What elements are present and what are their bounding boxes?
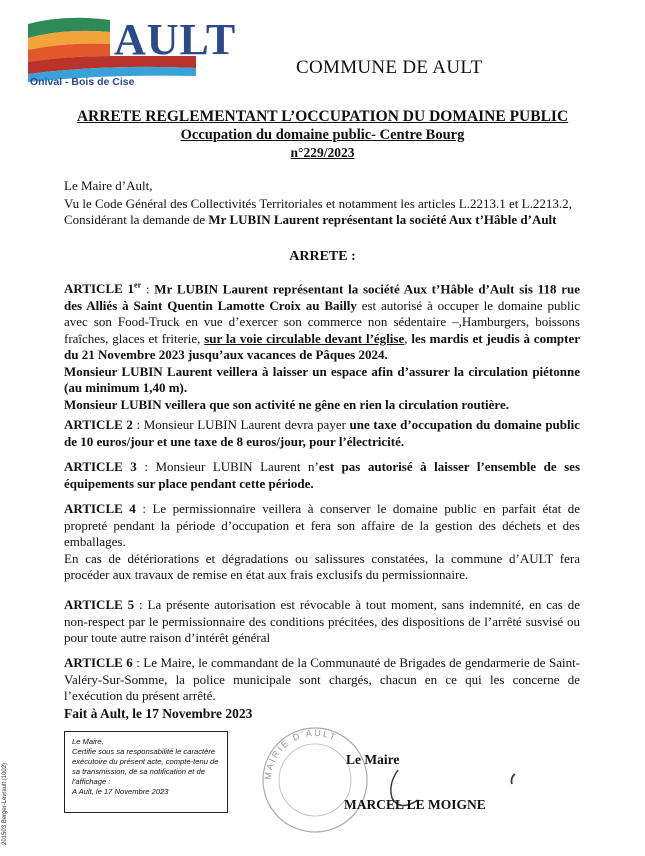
arrete-heading: ARRETE : — [289, 249, 356, 264]
article-1-circulation: Monsieur LUBIN veillera que son activité ne gêne en rien la circulation routière. — [64, 396, 509, 412]
ault-logo — [26, 12, 237, 92]
cert-maire: Le Maire, — [72, 737, 104, 746]
article-1-text: ARTICLE 1er : Mr LUBIN Laurent représentant la société Aux t’Hâble d’Ault sis 118 rue des Alliés à Saint Quentin Lamotte Croix au Bailly est autorisé à occuper le domaine public avec son Food-Truck en vue d’exercer son commerce non sédentaire –,Hamburgers, boissons fraîches, glaces et friterie, sur la voie circulable devant l’église, les mardis et jeudis à compter du 21 Novembre 2023 jusqu’aux vacances de Pâques 2024. — [64, 281, 581, 363]
logo-subtitle: Onival - Bois de Cise — [30, 76, 135, 88]
commune-heading: COMMUNE DE AULT — [296, 57, 483, 78]
article-1-pieton: Monsieur LUBIN Laurent veillera à laisser un espace afin d’assurer la circulation piétonne (au minimum 1,40 m). — [64, 363, 580, 396]
article-5-label: ARTICLE 5 — [64, 597, 135, 612]
article-6: ARTICLE 6 : Le Maire, le commandant de la Communauté de Brigades de gendarmerie de Saint-Valéry-Sur-Somme, la police municipale sont chargés, chacun en ce qui les concerne de l’exécution du présent arrêté. — [64, 655, 581, 703]
article-2: ARTICLE 2 : Monsieur LUBIN Laurent devra payer une taxe d’occupation du domaine public de 10 euros/jour et une taxe de 8 euros/jour, pour l’électricité. — [64, 417, 581, 449]
article-2-label: ARTICLE 2 — [64, 417, 133, 432]
arrete-subtitle: Occupation du domaine public- Centre Bourg — [180, 127, 465, 143]
article-3: ARTICLE 3 : Monsieur LUBIN Laurent n’est pas autorisé à laisser l’ensemble de ses équipements sur place pendant cette période. — [64, 459, 580, 491]
stamp-text: MAIRIE D’AULT — [262, 727, 339, 781]
article-1 — [64, 278, 580, 413]
certification-box — [64, 731, 228, 813]
arrete-number: n°229/2023 — [290, 145, 355, 160]
signature-title: Le Maire — [346, 752, 400, 767]
preamble-maire: Le Maire d’Ault, — [64, 178, 153, 193]
preamble — [64, 178, 580, 229]
cert-text: Certifie sous sa responsabilité le caractère exécutoire du présent acte, compte-tenu de sa transmission, de sa notification et de l’affichage : — [72, 747, 219, 786]
article-6-label: ARTICLE 6 — [64, 655, 133, 670]
cert-date: A Ault, le 17 Novembre 2023 — [72, 787, 169, 796]
article-3-label: ARTICLE 3 — [64, 459, 137, 474]
article-4: ARTICLE 4 : Le permissionnaire veillera à conserver le domaine public en parfait état de propreté pendant la période d’occupation et fera son affaire de la gestion des déchets et des emballages. En cas de détériorations et dégradations ou salissures constatées, la commune d’AULT fera procéder aux travaux de remise en état aux frais exclusifs du permissionnaire. — [64, 501, 580, 582]
article-5: ARTICLE 5 : La présente autorisation est révocable à tout moment, sans indemnité, en cas de non-respect par le permissionnaire des conditions précitées, des dispositions de l’arrêté susvisé ou pour toute autre raison d’intérêt général — [64, 597, 580, 645]
preamble-code: Vu le Code Général des Collectivités Territoriales et notamment les articles L.2213.1 et L.2213.2, — [64, 195, 572, 211]
preamble-considerant: Considérant la demande de Mr LUBIN Laurent représentant la société Aux t’Hâble d’Ault — [64, 212, 557, 227]
fait-a-ault: Fait à Ault, le 17 Novembre 2023 — [64, 706, 253, 721]
article-4-label: ARTICLE 4 — [64, 501, 136, 516]
signature-name: MARCEL LE MOIGNE — [344, 797, 486, 812]
article-4-degradations: En cas de détériorations et dégradations ou salissures constatées, la commune d’AULT fera procéder aux travaux de remise en état aux frais exclusifs du permissionnaire. — [64, 550, 580, 582]
side-note: 201503 Berger-Levrault (1002) — [2, 762, 8, 845]
arrete-title: ARRETE REGLEMENTANT L’OCCUPATION DU DOMAINE PUBLIC — [76, 108, 569, 125]
article-1-label: ARTICLE 1er — [64, 281, 142, 297]
logo-name: AULT — [114, 15, 237, 64]
